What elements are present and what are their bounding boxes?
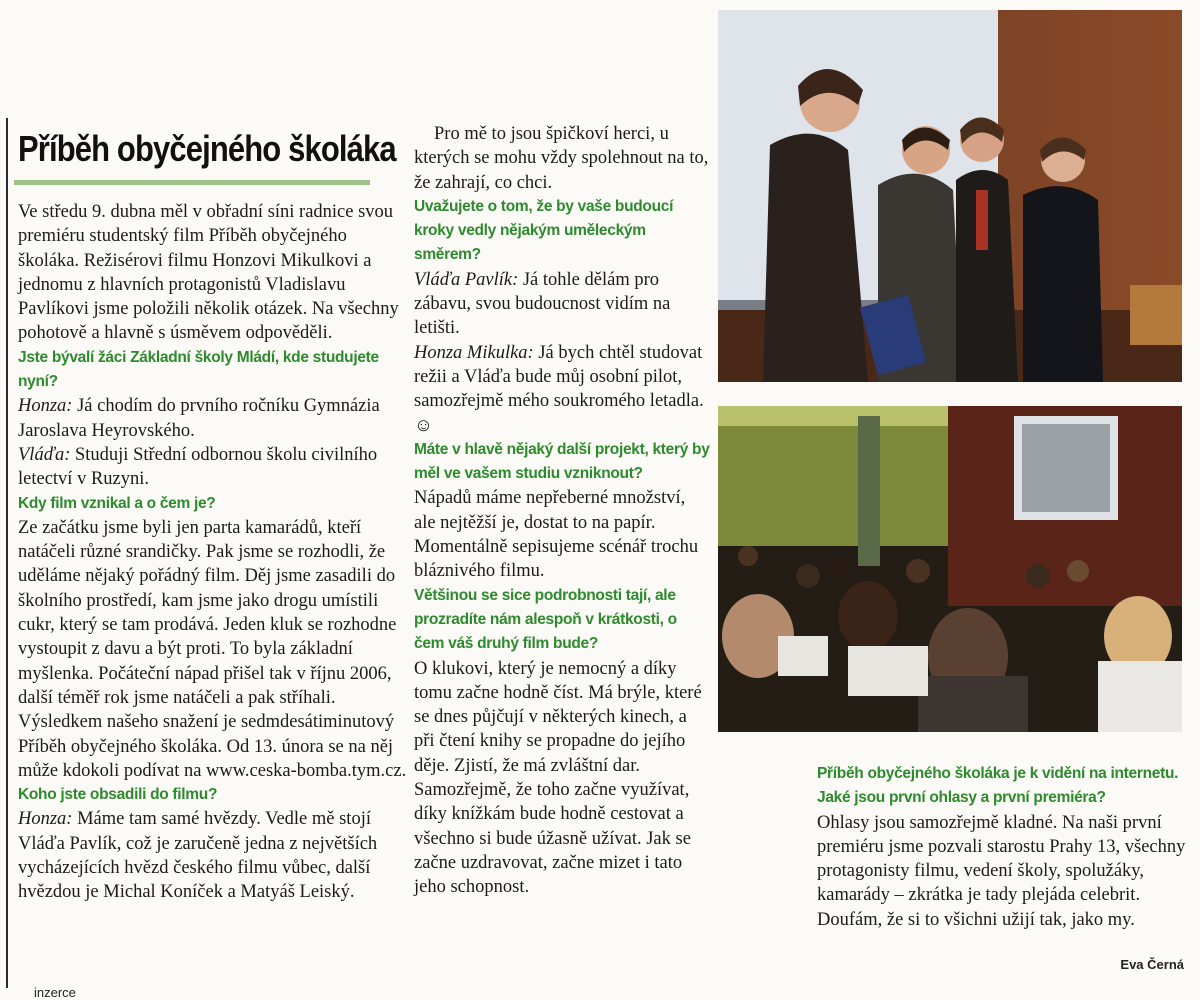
answer-1b	[18, 443, 410, 492]
speaker-vlada-pavlik: Vláďa Pavlík:	[414, 269, 519, 290]
answer-1b-text: Studuji Střední odbornou školu civilního letectví v Ruzyni.	[18, 444, 378, 490]
answer-1-text: Já chodím do prvního ročníku Gymnázia Jaroslava Heyrovského.	[18, 396, 380, 441]
speaker-honza-2: Honza:	[18, 809, 73, 830]
author-byline: Eva Černá	[1120, 957, 1184, 972]
answer-2: Ze začátku jsme byli jen parta kamarádů, kteří natáčeli různé srandičky. Pak jsme se rozhodli, že uděláme nějaký pořádný film. Děj jsme zasadili do školního prostředí, kam jsme jako drogu umístili cukr, který se tam prodává. Jeden kluk se rozhodne vystoupit z davu a být proti. To byla základní myšlenka. Počáteční nápad přišel tak v říjnu 2006, další téměř rok jsme natáčeli a pak stříhali. Výsledkem našeho snažení je sedmdesátiminutový Příběh obyčejného školáka. Od 13. února se na něj může kdokoli podívat na www.ceska-bomba.tym.cz.	[18, 517, 407, 781]
question-2: Kdy film vznikal a o čem je?	[18, 494, 216, 512]
question-1: Jste bývalí žáci Základní školy Mládí, kde studujete nyní?	[18, 348, 379, 391]
answer-4-text: Já tohle dělám pro zábavu, svou budoucnost vidím na letišti.	[414, 269, 671, 339]
left-rule	[6, 118, 8, 988]
question-4: Uvažujete o tom, že by vaše budoucí kroky vedly nějakým uměleckým směrem?	[414, 197, 674, 264]
column-2	[414, 122, 710, 900]
column-3	[817, 762, 1189, 932]
speaker-honza-mikulka: Honza Mikulka:	[414, 342, 534, 363]
answer-1	[18, 394, 410, 443]
photo-students-on-stage-image	[718, 10, 1182, 382]
speaker-honza: Honza:	[18, 396, 73, 417]
photo-audience-screening-image	[718, 406, 1182, 732]
answer-3b: Pro mě to jsou špičkoví herci, u kterých se mohu vždy spolehnout na to, že zahrají, co chci.	[414, 124, 709, 193]
article-title: Příběh obyčejného školáka	[18, 128, 396, 169]
speaker-vlada: Vláďa:	[18, 444, 71, 465]
column-1	[18, 200, 410, 905]
ad-label: inzerce	[34, 985, 76, 1000]
question-6: Většinou se sice podrobnosti tají, ale prozradíte nám alespoň v krátkosti, o čem váš druhý film bude?	[414, 586, 677, 653]
question-7: Příběh obyčejného školáka je k vidění na internetu. Jaké jsou první ohlasy a první premiéra?	[817, 765, 1179, 807]
question-3: Koho jste obsadili do filmu?	[18, 786, 218, 804]
answer-3	[18, 807, 410, 904]
answer-4b-text: Já bych chtěl studovat režii a Vláďa bude můj osobní pilot, samozřejmě mého soukromého letadla. ☺	[414, 342, 704, 436]
answer-4	[414, 268, 710, 341]
title-underline	[14, 180, 370, 185]
photo-students-on-stage	[718, 10, 1182, 382]
answer-6: O klukovi, který je nemocný a díky tomu začne hodně číst. Má brýle, které se dnes půjčují v některých kinech, a při čtení knihy se propadne do jejího děje. Zjistí, že má zvláštní dar. Samozřejmě, že toho začne využívat, díky knížkám bude hodně cestovat a všechno si bude úžasně užívat. Jak se začne uzdravovat, začne mizet i tato jeho schopnost.	[414, 658, 702, 898]
answer-3-text: Máme tam samé hvězdy. Vedle mě stojí Vláďa Pavlík, což je zaručeně jedna z největších vycházejících hvězd českého filmu vůbec, další hvězdou je Michal Koníček a Matyáš Leiský.	[18, 809, 378, 903]
question-5: Máte v hlavě nějaký další projekt, který by měl ve vašem studiu vzniknout?	[414, 440, 710, 483]
intro-paragraph: Ve středu 9. dubna měl v obřadní síni radnice svou premiéru studentský film Příběh obyčejného školáka. Režisérovi filmu Honzovi Mikulkovi a jednomu z hlavních protagonistů Vladislavu Pavlíkovi jsme položili několik otázek. Na všechny pohotově a hlavně s úsměvem odpověděli.	[18, 202, 399, 344]
answer-4b	[414, 341, 710, 438]
answer-7: Ohlasy jsou samozřejmě kladné. Na naši první premiéru jsme pozvali starostu Prahy 13, všechny protagonisty filmu, vedení školy, spolužáky, kamarády – zkrátka je tady plejáda celebrit. Doufám, že si to všichni užijí tak, jako my.	[817, 812, 1186, 930]
photo-audience-screening	[718, 406, 1182, 732]
answer-5: Nápadů máme nepřeberné množství, ale nejtěžší je, dostat to na papír. Momentálně sepisujeme scénář trochu bláznivého filmu.	[414, 488, 699, 582]
